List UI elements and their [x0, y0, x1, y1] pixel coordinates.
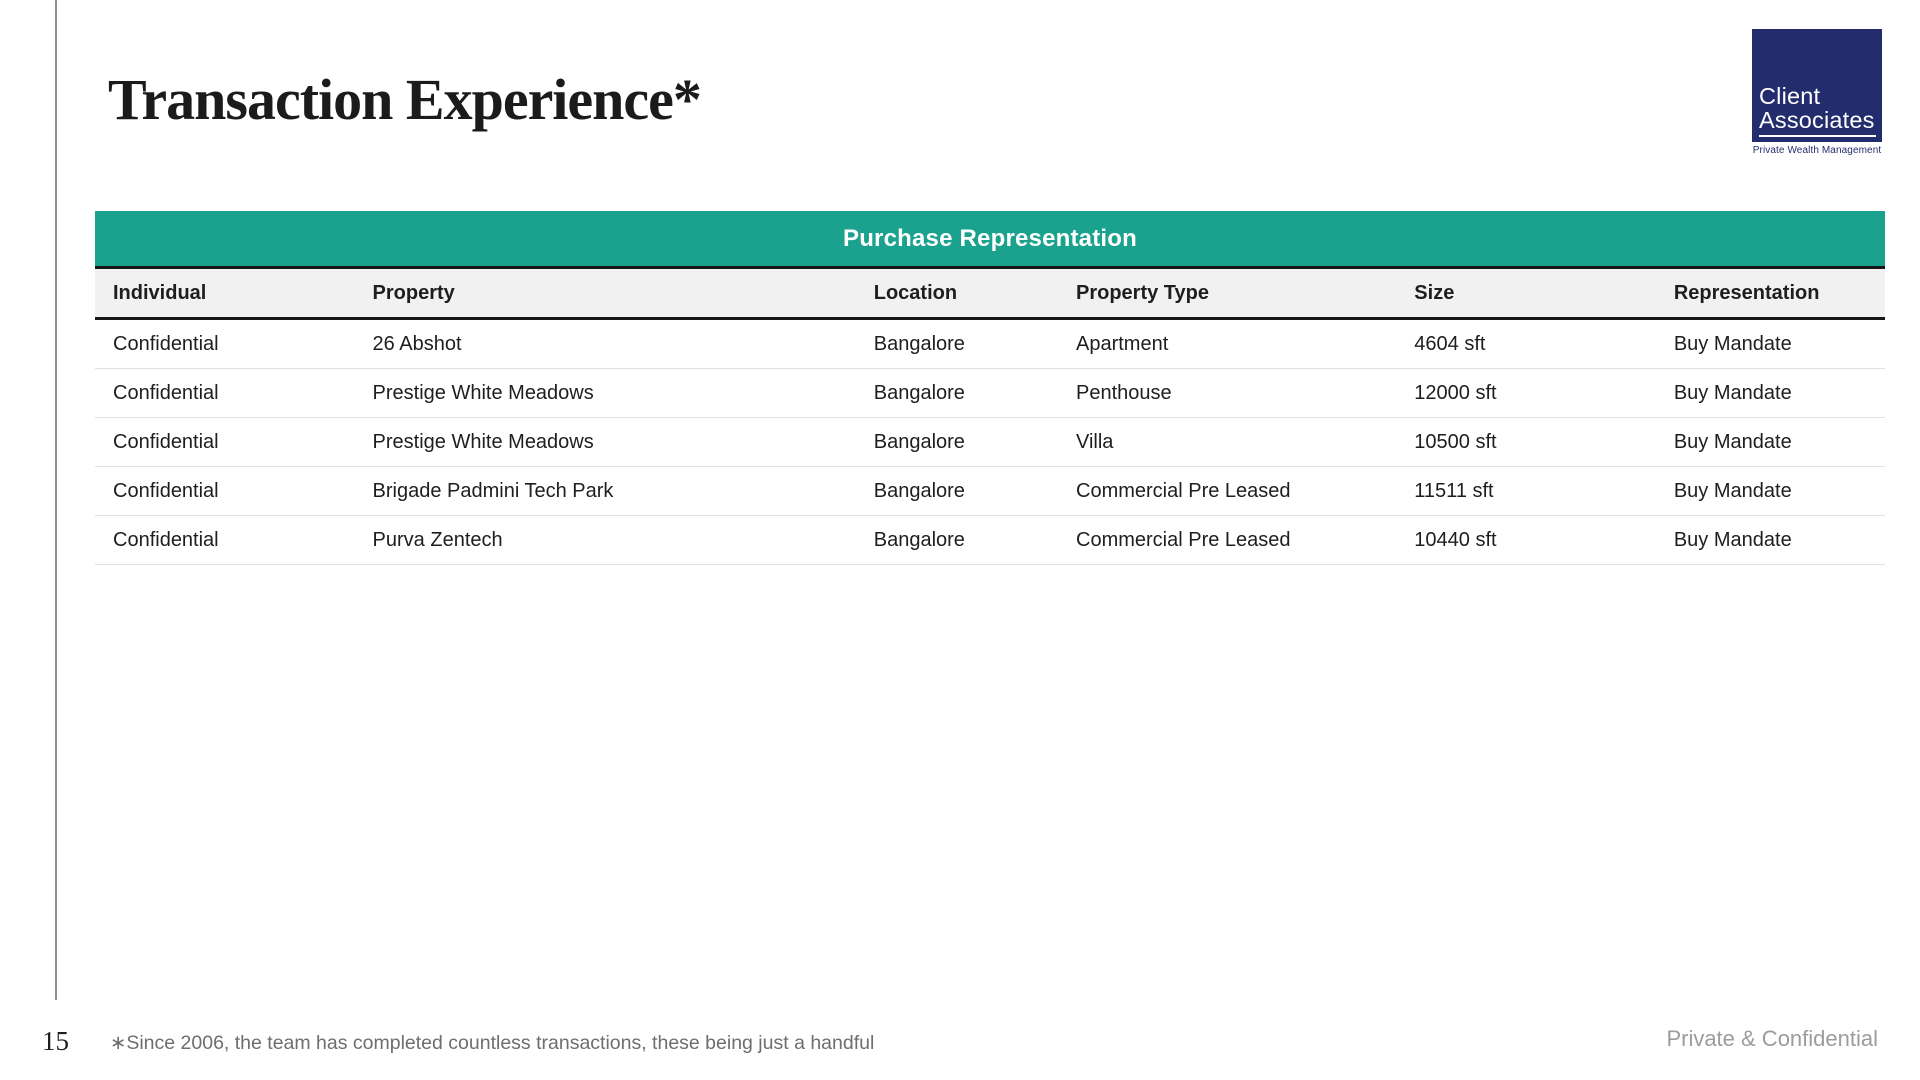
table-cell: Villa: [1058, 418, 1396, 467]
table-cell: Confidential: [95, 467, 355, 516]
table-cell: Buy Mandate: [1656, 418, 1885, 467]
column-header: Property: [355, 268, 856, 319]
table-cell: Confidential: [95, 319, 355, 369]
page-number: 15: [42, 1026, 69, 1056]
table-row: [95, 369, 1885, 418]
purchase-representation-table: [95, 266, 1885, 565]
table-cell: 4604 sft: [1396, 319, 1656, 369]
table-row: [95, 467, 1885, 516]
table-cell: Buy Mandate: [1656, 319, 1885, 369]
table-cell: Commercial Pre Leased: [1058, 467, 1396, 516]
table-cell: 12000 sft: [1396, 369, 1656, 418]
table-cell: Buy Mandate: [1656, 516, 1885, 565]
column-header: Location: [856, 268, 1058, 319]
table-cell: Confidential: [95, 516, 355, 565]
table-cell: Commercial Pre Leased: [1058, 516, 1396, 565]
logo-tagline: Private Wealth Management: [1752, 145, 1882, 156]
footnote: ∗Since 2006, the team has completed countless transactions, these being just a handful: [110, 1032, 875, 1054]
column-header: Property Type: [1058, 268, 1396, 319]
table-cell: 11511 sft: [1396, 467, 1656, 516]
table-cell: 26 Abshot: [355, 319, 856, 369]
table-row: [95, 319, 1885, 369]
transaction-table: [95, 211, 1885, 565]
logo-underline: [1759, 135, 1876, 137]
page-title: Transaction Experience*: [108, 67, 701, 132]
table-cell: Apartment: [1058, 319, 1396, 369]
column-header: Individual: [95, 268, 355, 319]
table-cell: Brigade Padmini Tech Park: [355, 467, 856, 516]
table-cell: Bangalore: [856, 369, 1058, 418]
table-cell: Bangalore: [856, 418, 1058, 467]
table-header-row: [95, 268, 1885, 319]
table-cell: Bangalore: [856, 516, 1058, 565]
table-cell: Purva Zentech: [355, 516, 856, 565]
table-row: [95, 516, 1885, 565]
table-cell: 10500 sft: [1396, 418, 1656, 467]
logo-line1: Client: [1759, 82, 1821, 109]
table-row: [95, 418, 1885, 467]
logo-square: [1752, 29, 1882, 142]
column-header: Representation: [1656, 268, 1885, 319]
table-cell: Buy Mandate: [1656, 467, 1885, 516]
table-cell: Bangalore: [856, 319, 1058, 369]
client-associates-logo: [1752, 29, 1882, 156]
table-banner: Purchase Representation: [95, 211, 1885, 266]
table-cell: Bangalore: [856, 467, 1058, 516]
table-cell: 10440 sft: [1396, 516, 1656, 565]
table-cell: Confidential: [95, 418, 355, 467]
table-cell: Buy Mandate: [1656, 369, 1885, 418]
table-cell: Prestige White Meadows: [355, 418, 856, 467]
left-edge-rule: [55, 0, 57, 1000]
table-cell: Prestige White Meadows: [355, 369, 856, 418]
logo-line2: Associates: [1759, 106, 1875, 133]
column-header: Size: [1396, 268, 1656, 319]
table-body: [95, 319, 1885, 565]
confidentiality-label: Private & Confidential: [1666, 1026, 1878, 1051]
table-cell: Confidential: [95, 369, 355, 418]
table-cell: Penthouse: [1058, 369, 1396, 418]
